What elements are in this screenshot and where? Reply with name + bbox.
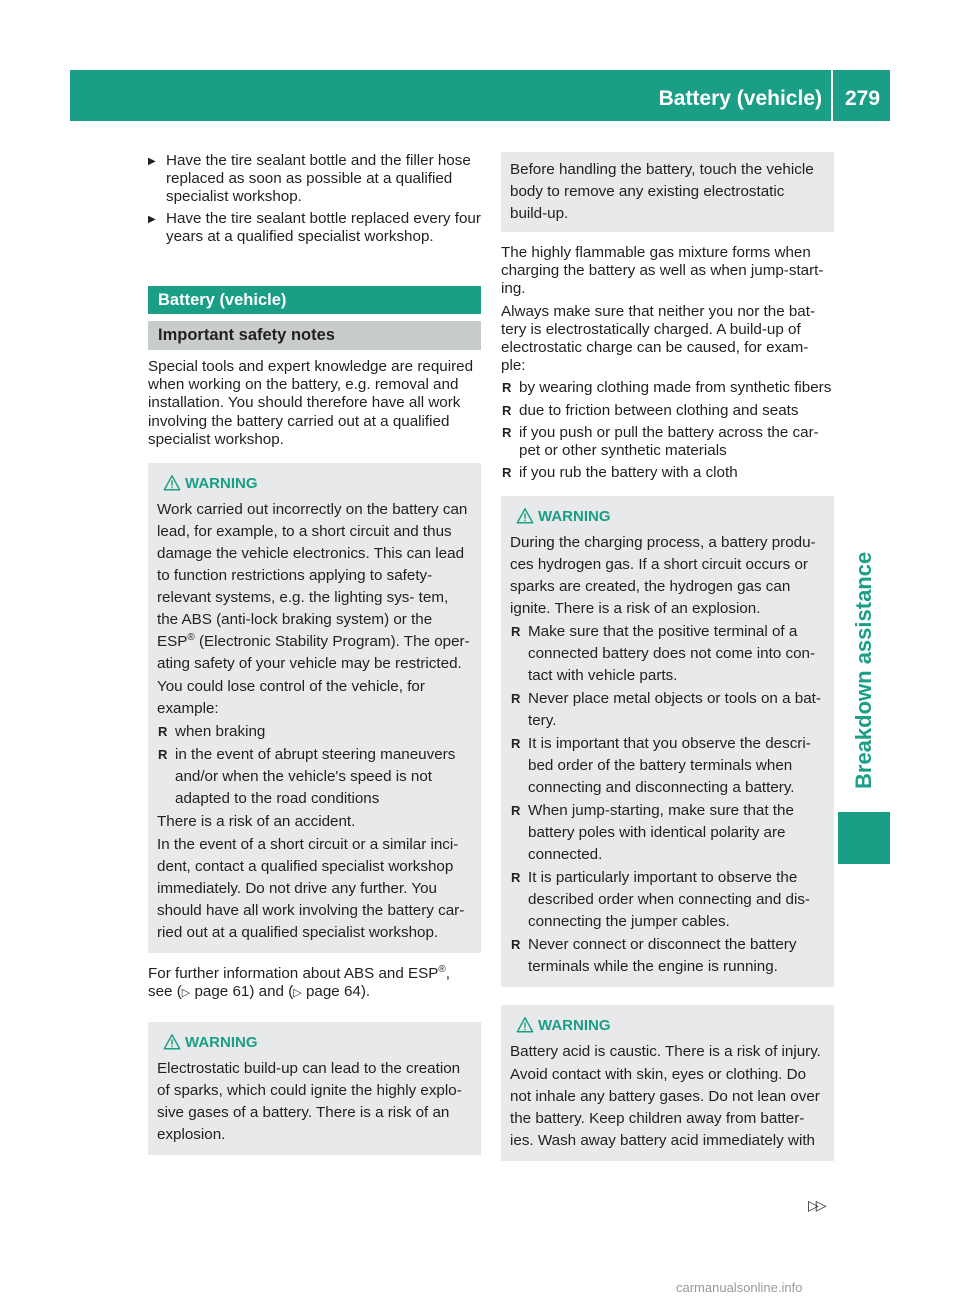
further-info [148, 965, 481, 1002]
warning-heading [510, 506, 825, 528]
warning-triangle-icon [163, 1033, 181, 1051]
warning-label: WARNING [538, 508, 611, 526]
warning-triangle-icon [516, 507, 534, 525]
warning-text-part: (Electronic Stability Program). The oper- ating safety of your vehicle may be restricted. [157, 633, 470, 673]
subsection-heading: Important safety notes [148, 321, 481, 350]
warning-triangle-icon [163, 474, 181, 492]
page-reference[interactable]: page 64). [305, 983, 371, 1001]
warning-bullet: R It is important that you observe the descri- bed order of the battery terminals when connecting and disconnecting a battery. [510, 733, 825, 799]
chapter-tab: Breakdown assistance [851, 551, 876, 789]
warning-text: There is a risk of an accident. [157, 813, 356, 831]
warning-box [148, 463, 481, 953]
section-heading: Battery (vehicle) [148, 286, 481, 314]
warning-text: During the charging process, a battery produ- ces hydrogen gas. If a short circuit occurs or sparks are created, the hydrogen gas can ignite. There is a risk of an explosion. [510, 534, 816, 618]
registered-mark: ® [438, 963, 446, 975]
watermark: carmanualsonline.info [676, 1280, 803, 1295]
warning-bullet: R Make sure that the positive terminal of a connected battery does not come into con- tact with vehicle parts. [510, 621, 825, 687]
warning-text [157, 499, 472, 675]
header-divider [831, 70, 833, 121]
registered-mark: ® [187, 631, 195, 643]
warning-text-part: Work carried out incorrectly on the battery can lead, for example, to a short circuit and thus damage the vehicle electronics. This can lead to function restrictions applying to safety-relevant systems, e.g. the lighting sys- tem, the ABS (anti-lock braking system) or the [157, 501, 468, 629]
page-ref-arrow-icon: ▷ [181, 987, 191, 1000]
continued-arrows-icon: ▷▷ [808, 1197, 824, 1213]
warning-box [501, 496, 834, 987]
warning-box [501, 1005, 834, 1161]
list-item: R due to friction between clothing and seats [501, 402, 834, 420]
intro-paragraph: Special tools and expert knowledge are required when working on the battery, e.g. removal and installation. You should therefore have all work involving the battery carried out at a qualified specialist workshop. [148, 358, 474, 448]
warning-triangle-icon [516, 1016, 534, 1034]
list-item: R by wearing clothing made from synthetic fibers [501, 379, 834, 397]
warning-label: WARNING [185, 475, 258, 493]
warning-bullet: R when braking [157, 721, 472, 743]
right-column [501, 152, 834, 1173]
warning-text: You could lose control of the vehicle, for example: [157, 678, 425, 718]
chapter-marker [838, 812, 890, 864]
body-paragraph: Always make sure that neither you nor the bat- tery is electrostatically charged. A build-up of electrostatic charge can be caused, for exam- ple: [501, 302, 816, 375]
further-info-text: , [445, 965, 451, 983]
warning-box [148, 1022, 481, 1155]
warning-label: WARNING [185, 1034, 258, 1052]
page-reference[interactable]: page 61) and ( [194, 983, 294, 1001]
list-item: R if you push or pull the battery across the car- pet or other synthetic materials [501, 424, 834, 460]
warning-heading [510, 1015, 825, 1037]
list-item: R if you rub the battery with a cloth [501, 464, 834, 482]
warning-text: Electrostatic build-up can lead to the creation of sparks, which could ignite the highly explo- sive gases of a battery. There is a risk of an explosion. [157, 1060, 462, 1144]
note-box [501, 152, 834, 232]
warning-text: In the event of a short circuit or a similar inci- dent, contact a qualified specialist workshop immediately. Do not drive any further. You should have all work involving the battery car- ried out at a qualified specialist workshop. [157, 836, 465, 942]
page-number: 279 [844, 87, 881, 110]
left-column [148, 152, 481, 1167]
page-title: Battery (vehicle) [658, 87, 822, 110]
warning-bullet: R in the event of abrupt steering maneuvers and/or when the vehicle's speed is not adapted to the road conditions [157, 744, 472, 810]
further-info-text: see ( [148, 983, 182, 1001]
further-info-text: For further information about ABS and ESP [148, 965, 439, 983]
warning-text-part: ESP [157, 633, 188, 651]
warning-heading [157, 1032, 472, 1054]
instruction-step: ▶ Have the tire sealant bottle and the filler hose replaced as soon as possible at a qualified specialist workshop. [148, 152, 481, 207]
warning-bullet: R It is particularly important to observe the described order when connecting and dis- connecting the jumper cables. [510, 867, 825, 933]
body-paragraph: The highly flammable gas mixture forms when charging the battery as well as when jump-start- ing. [501, 244, 824, 298]
warning-bullet: R Never place metal objects or tools on a bat- tery. [510, 688, 825, 732]
instruction-step: ▶ Have the tire sealant bottle replaced every four years at a qualified specialist workshop. [148, 210, 481, 246]
note-text: Before handling the battery, touch the vehicle body to remove any existing electrostatic build-up. [510, 161, 814, 222]
page-ref-arrow-icon: ▷ [293, 987, 302, 1000]
warning-text: Battery acid is caustic. There is a risk of injury. [510, 1043, 821, 1061]
warning-heading [157, 473, 472, 495]
warning-label: WARNING [538, 1017, 611, 1035]
warning-text: Avoid contact with skin, eyes or clothing. Do not inhale any battery gases. Do not lean over the battery. Keep children away from batter- ies. Wash away battery acid immediately with [510, 1066, 820, 1150]
warning-bullet: R Never connect or disconnect the battery terminals while the engine is running. [510, 934, 825, 978]
warning-bullet: R When jump-starting, make sure that the battery poles with identical polarity are connected. [510, 800, 825, 866]
